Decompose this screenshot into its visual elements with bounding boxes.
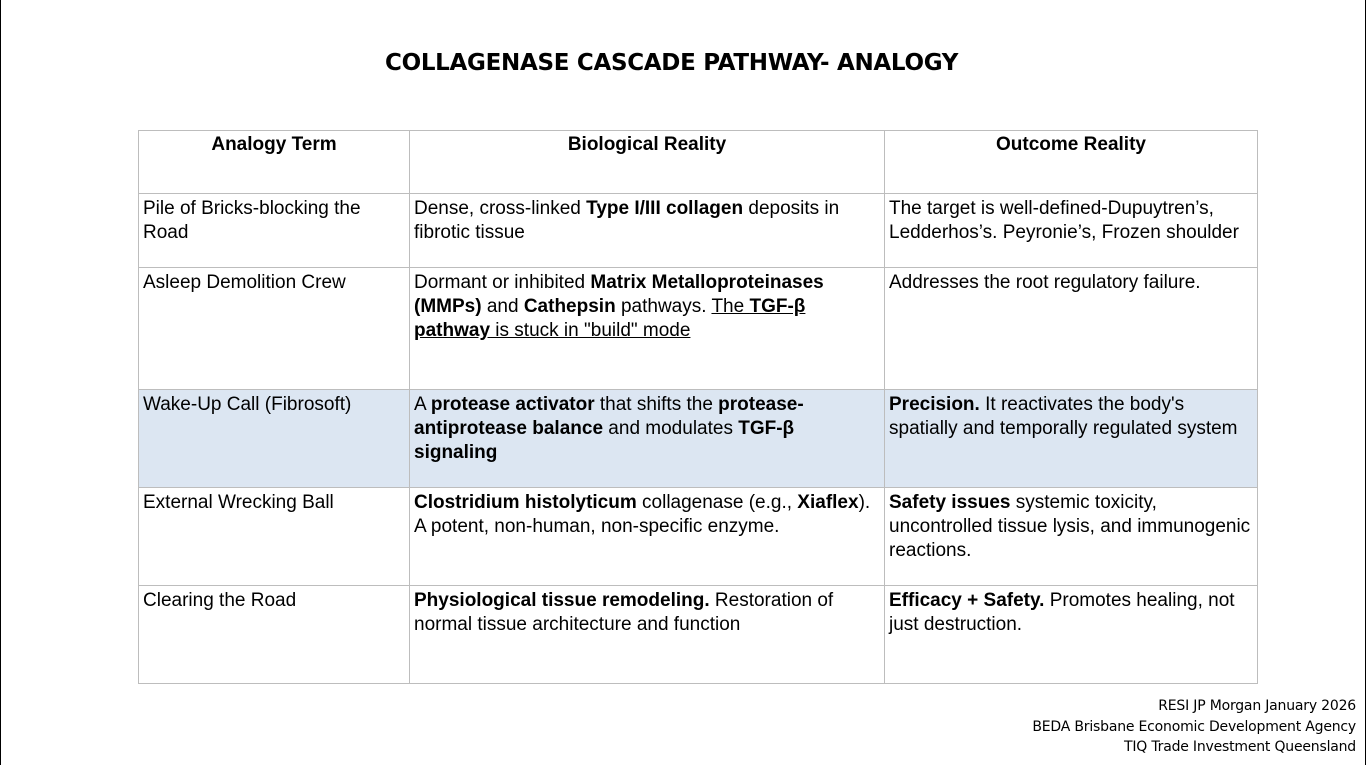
- cell-underlined-text: The: [711, 296, 750, 317]
- table-row: [139, 268, 1258, 390]
- cell-text: and modulates: [603, 418, 739, 439]
- cell-bold-text: Precision.: [889, 394, 980, 415]
- cell-bold-text: protease-antiprotease balance: [414, 394, 804, 439]
- footer-line-tiq: TIQ Trade Investment Queensland: [1124, 739, 1356, 755]
- cell-text: Restoration of normal tissue architecture and function: [414, 590, 834, 635]
- outcome-reality-cell: [885, 488, 1258, 586]
- footer-line-event: RESI JP Morgan January 2026: [1158, 698, 1356, 714]
- biological-reality-cell: [410, 268, 885, 390]
- cell-bold-text: Xiaflex: [797, 492, 859, 513]
- cell-bold-text: Cathepsin: [523, 296, 616, 317]
- analogy-term-cell: Clearing the Road: [139, 586, 410, 684]
- cell-bold-text: TGF-β signaling: [414, 418, 795, 463]
- analogy-term-cell: Wake-Up Call (Fibrosoft): [139, 390, 410, 488]
- cell-bold-text: Physiological tissue remodeling.: [414, 590, 710, 611]
- cell-underlined-text: is stuck in "build" mode: [490, 320, 691, 341]
- outcome-reality-cell: [885, 586, 1258, 684]
- cell-bold-text: protease activator: [430, 394, 595, 415]
- cell-bold-text: Clostridium histolyticum: [414, 492, 637, 513]
- cell-underlined-bold-text: TGF-β pathway: [414, 296, 806, 341]
- cell-text: ). A potent, non-human, non-specific enzyme.: [414, 492, 871, 537]
- outcome-reality-cell: [885, 194, 1258, 268]
- table-row: [139, 194, 1258, 268]
- cell-text: Dense, cross-linked: [414, 198, 587, 219]
- cell-bold-text: Type I/III collagen: [586, 198, 744, 219]
- header-outcome-reality: Outcome Reality: [885, 131, 1258, 194]
- cell-text: systemic toxicity, uncontrolled tissue lysis, and immunogenic reactions.: [889, 492, 1251, 561]
- cell-text: collagenase (e.g.,: [636, 492, 798, 513]
- cell-text: Promotes healing, not just destruction.: [889, 590, 1235, 635]
- analogy-term-cell: Pile of Bricks-blocking the Road: [139, 194, 410, 268]
- biological-reality-cell: [410, 488, 885, 586]
- slide-title: COLLAGENASE CASCADE PATHWAY- ANALOGY: [385, 50, 959, 76]
- outcome-reality-cell: [885, 390, 1258, 488]
- cell-text: pathways.: [615, 296, 712, 317]
- table-row: [139, 488, 1258, 586]
- cell-text: The target is well-defined-Dupuytren’s, Ledderhos’s. Peyronie’s, Frozen shoulder: [889, 198, 1239, 243]
- cell-bold-text: Safety issues: [889, 492, 1011, 513]
- cell-text: that shifts the: [594, 394, 719, 415]
- cell-text: and: [481, 296, 524, 317]
- cell-text: It reactivates the body's spatially and temporally regulated system: [889, 394, 1238, 439]
- analogy-term-cell: External Wrecking Ball: [139, 488, 410, 586]
- biological-reality-cell: [410, 586, 885, 684]
- header-analogy-term: Analogy Term: [139, 131, 410, 194]
- footer-line-beda: BEDA Brisbane Economic Development Agency: [1032, 718, 1356, 735]
- cell-bold-text: Matrix Metalloproteinases (MMPs): [414, 272, 824, 317]
- analogy-table: [138, 130, 1258, 684]
- header-biological-reality: Biological Reality: [410, 131, 885, 194]
- cell-text: Addresses the root regulatory failure.: [889, 272, 1201, 293]
- biological-reality-cell: [410, 390, 885, 488]
- cell-text: A: [414, 394, 431, 415]
- analogy-term-cell: Asleep Demolition Crew: [139, 268, 410, 390]
- table-row: [139, 586, 1258, 684]
- cell-bold-text: Efficacy + Safety.: [889, 590, 1045, 611]
- table-row-highlighted: [139, 390, 1258, 488]
- outcome-reality-cell: [885, 268, 1258, 390]
- table-header-row: [139, 131, 1258, 194]
- cell-text: Dormant or inhibited: [414, 272, 591, 293]
- slide-footer: [1032, 696, 1356, 758]
- cell-text: deposits in fibrotic tissue: [414, 198, 840, 243]
- biological-reality-cell: [410, 194, 885, 268]
